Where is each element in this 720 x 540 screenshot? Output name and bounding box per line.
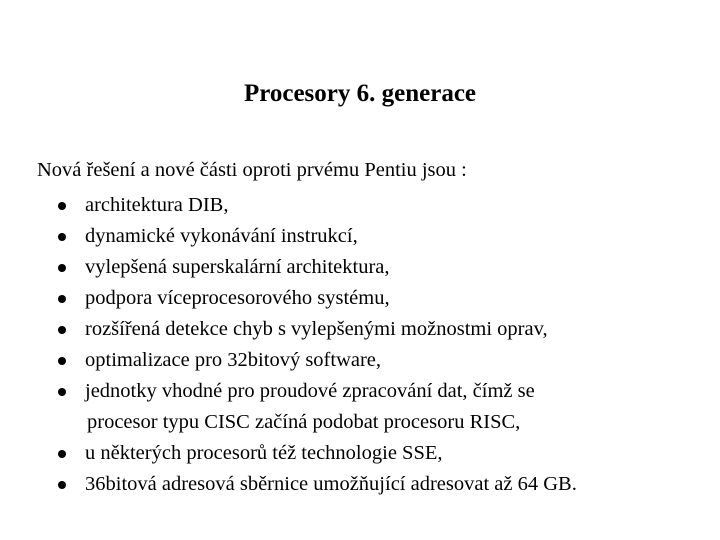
- list-item-text: dynamické vykonávání instrukcí,: [85, 225, 358, 247]
- list-item-continuation: procesor typu CISC začíná podobat procesoru RISC,: [87, 411, 521, 433]
- list-item: [0, 345, 577, 376]
- list-item: [0, 469, 577, 500]
- bullet-icon: [58, 295, 66, 303]
- list-item: [0, 314, 577, 345]
- list-item-text: rozšířená detekce chyb s vylepšenými možnostmi oprav,: [85, 318, 548, 340]
- bullet-icon: [58, 202, 66, 210]
- list-item-text: 36bitová adresová sběrnice umožňující adresovat až 64 GB.: [85, 473, 577, 495]
- bullet-icon: [58, 326, 66, 334]
- list-item-text: jednotky vhodné pro proudové zpracování dat, čímž se: [85, 380, 535, 402]
- list-item-text: vylepšená superskalární architektura,: [85, 256, 390, 278]
- list-item: [0, 438, 577, 469]
- list-item-text: u některých procesorů též technologie SSE,: [85, 442, 443, 464]
- bullet-icon: [58, 481, 66, 489]
- bullet-icon: [58, 388, 66, 396]
- list-item: [0, 283, 577, 314]
- bullet-icon: [58, 450, 66, 458]
- bullet-list: [0, 190, 577, 500]
- list-item: [0, 252, 577, 283]
- bullet-icon: [58, 264, 66, 272]
- list-item: [0, 221, 577, 252]
- list-item: [0, 376, 577, 438]
- page-title: Procesory 6. generace: [243, 80, 477, 107]
- list-item-text: optimalizace pro 32bitový software,: [85, 349, 382, 371]
- list-item-text: podpora víceprocesorového systému,: [85, 287, 390, 309]
- list-item-text: architektura DIB,: [85, 194, 229, 216]
- bullet-icon: [58, 357, 66, 365]
- bullet-icon: [58, 233, 66, 241]
- list-item: [0, 190, 577, 221]
- intro-text: Nová řešení a nové části oproti prvému Pentiu jsou :: [37, 159, 467, 181]
